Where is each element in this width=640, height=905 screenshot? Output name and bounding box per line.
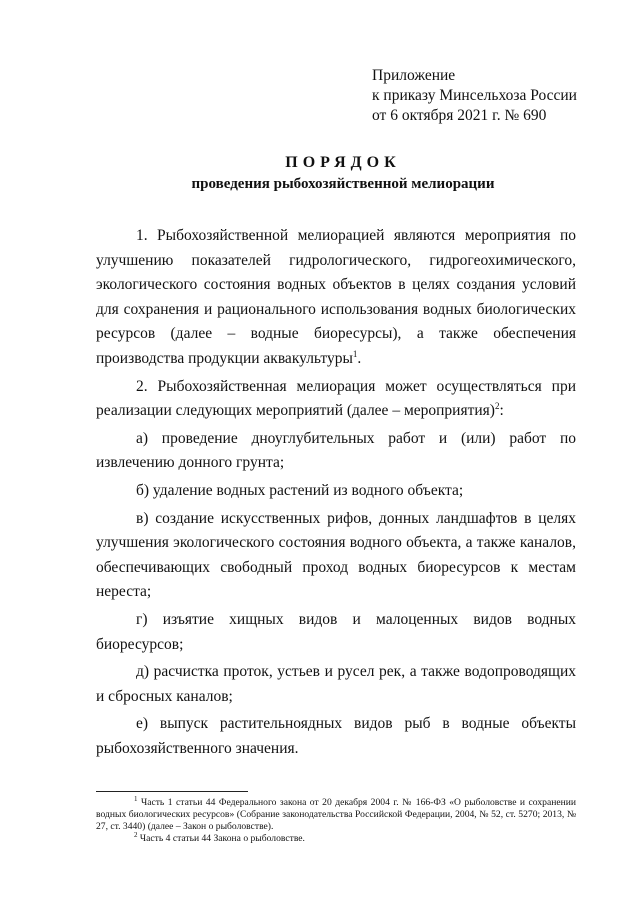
document-title: ПОРЯДОК [285,154,401,171]
footnote-1-text: Часть 1 статьи 44 Федерального закона от 20 декабря 2004 г. № 166-ФЗ «О рыболовстве и сохранении водных биологических ресурсов» (Собрание законодательства Российской Федерации, 2004, № 52, ст. 5270; 2013, № 27, ст. 3440) (далее – Закон о рыболовстве). [96,797,576,832]
paragraph-1-end: . [357,349,362,367]
list-item-b: б) удаление водных растений из водного объекта; [136,481,464,499]
paragraph-2-text: 2. Рыбохозяйственная мелиорация может осуществляться при реализации следующих мероприятий (далее – мероприятия) [96,377,576,420]
paragraph-2-end: : [499,402,504,420]
footnote-ref-1: 1 [352,348,358,359]
appendix-header [372,66,577,126]
footnote-2-mark: 2 [134,830,138,839]
appendix-line-3: от 6 октября 2021 г. № 690 [372,107,547,124]
footnote-divider [96,791,248,792]
footnote-ref-2: 2 [494,401,500,411]
list-item-c: в) создание искусственных рифов, донных ландшафтов в целях улучшения экологического состояния водного объекта, а также каналов, обеспечивающих свободный проход водных биоресурсов к местам нереста; [96,509,576,601]
appendix-line-1: Приложение [372,67,456,84]
list-item-f: е) выпуск растительноядных видов рыб в водные объекты рыбохозяйственного значения. [96,715,576,757]
document-body [96,224,576,764]
appendix-line-2: к приказу Минсельхоза России [372,87,577,104]
footnote-1 [96,794,576,833]
footnotes [96,794,576,845]
list-item-d: г) изъятие хищных видов и малоценных видов водных биоресурсов; [96,610,576,653]
footnote-2-text: Часть 4 статьи 44 Закона о рыболовстве. [139,833,305,844]
paragraph-1-text: 1. Рыбохозяйственной мелиорацией являются мероприятия по улучшению показателей гидрологического, гидрогеохимического, экологического состояния водных объектов в целях создания условий для сохранения и рационального использования водных биологических ресурсов (далее – водные биоресурсы), а также обеспечения производства продукции аквакультуры [96,227,576,367]
list-item-a: а) проведение дноуглубительных работ и (или) работ по извлечению донного грунта; [96,429,576,472]
title-block [0,152,640,194]
paragraph-1 [96,224,576,372]
paragraph-2 [96,375,576,424]
list-item-e: д) расчистка проток, устьев и русел рек, а также водопроводящих и сбросных каналов; [96,663,576,705]
document-subtitle: проведения рыбохозяйственной мелиорации [191,176,495,192]
footnote-2 [96,830,576,845]
footnote-1-mark: 1 [134,794,138,803]
